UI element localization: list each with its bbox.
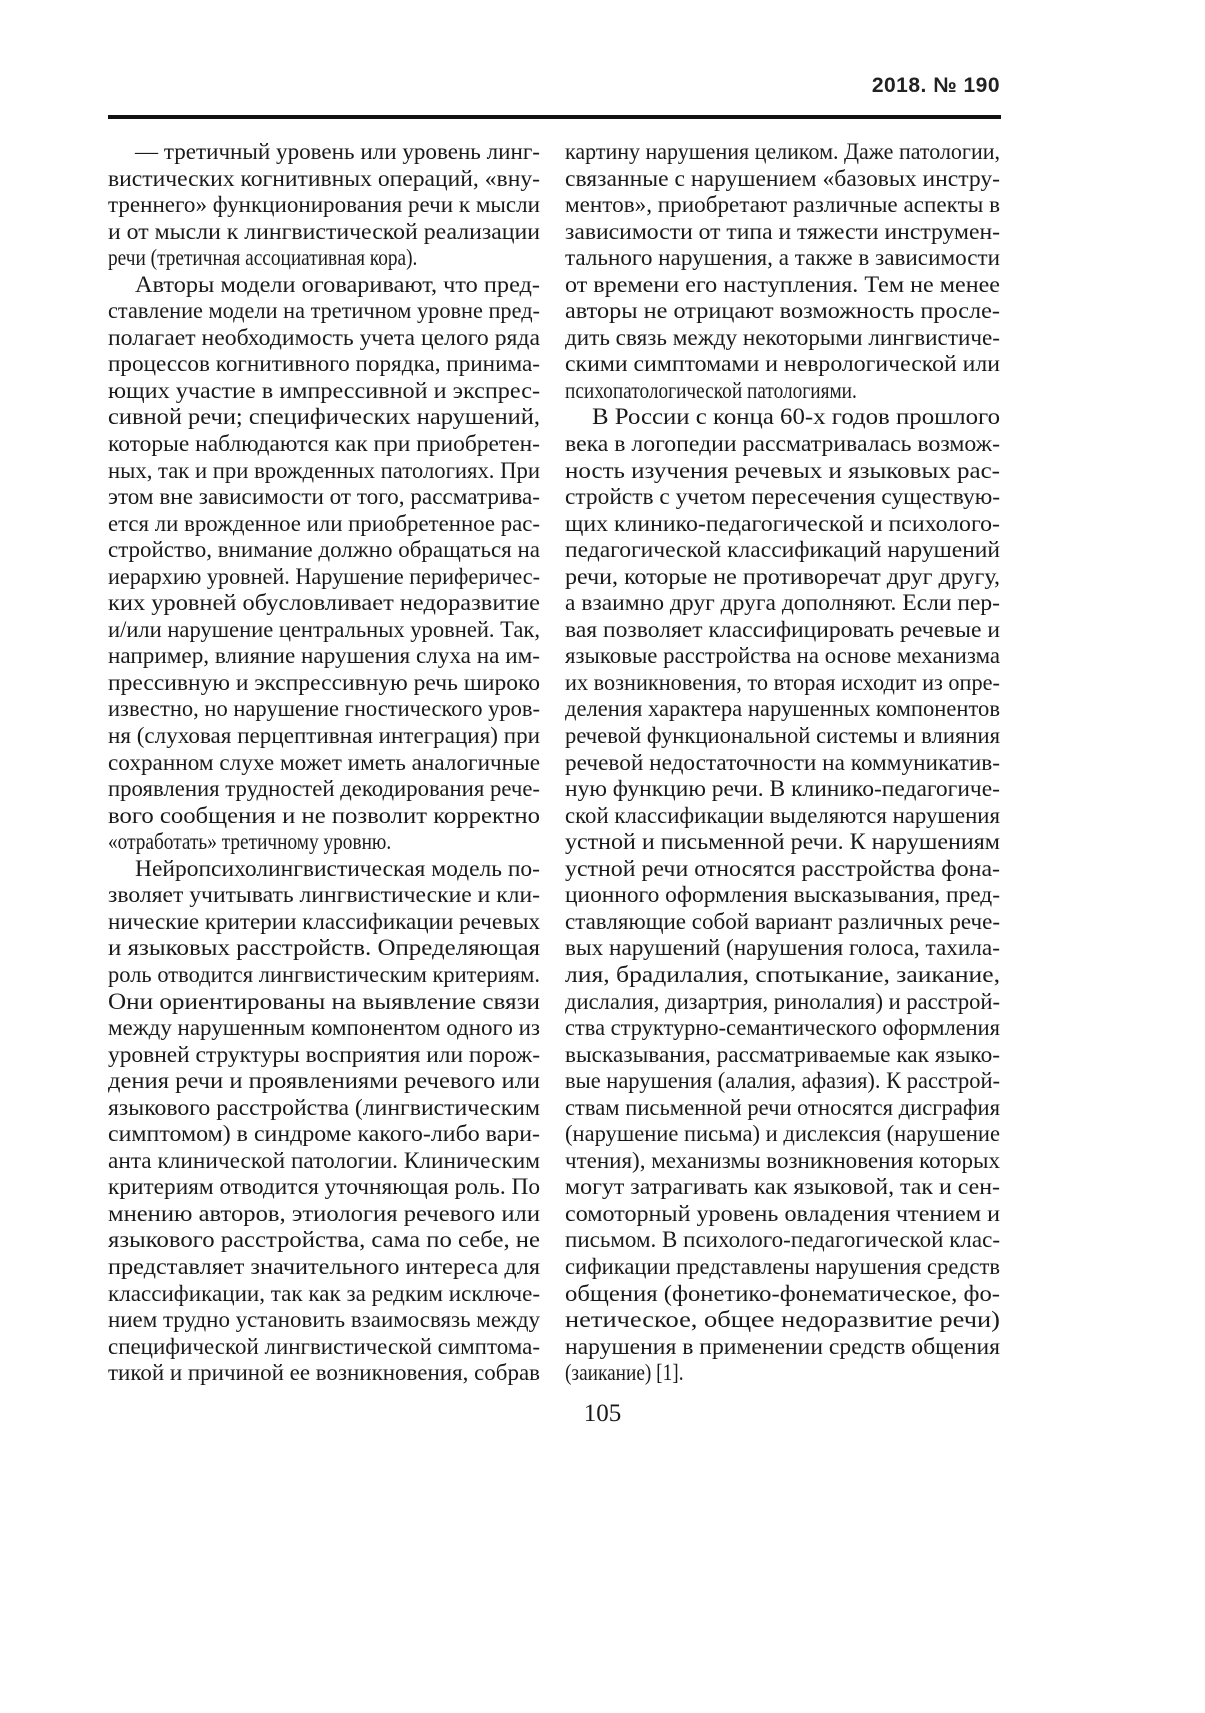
text-line-content: вые нарушения (алалия, афазия). К расстрой-: [565, 1068, 1000, 1094]
text-line: [565, 1068, 1000, 1095]
text-line: [108, 696, 540, 723]
text-line-content: известно, но нарушение гностического уров-: [108, 696, 540, 722]
text-line: [565, 351, 1000, 378]
text-line-content: «отработать» третичному уровню.: [108, 829, 392, 855]
text-line-content: уровней структуры восприятия или порож-: [108, 1041, 540, 1067]
text-line: [108, 1121, 540, 1148]
text-line: [108, 909, 540, 936]
text-line: [108, 511, 540, 538]
text-line: [565, 272, 1000, 299]
text-line-content: педагогической классификаций нарушений: [565, 537, 1000, 563]
text-line: [108, 351, 540, 378]
text-line-content: вистических когнитивных операций, «вну-: [108, 165, 540, 191]
text-line-content: сомоторный уровень овладения чтением и: [565, 1200, 1000, 1226]
text-line: [108, 564, 540, 591]
text-line: [108, 537, 540, 564]
text-line-content: например, влияние нарушения слуха на им-: [108, 643, 540, 669]
text-line: [108, 1148, 540, 1175]
text-line-content: между нарушенным компонентом одного из: [108, 1015, 540, 1041]
text-line: [108, 935, 540, 962]
text-line: [565, 776, 1000, 803]
text-line-content: симптомом) в синдроме какого-либо вари-: [108, 1121, 540, 1147]
text-line: [108, 882, 540, 909]
journal-issue-header: 2018. № 190: [871, 74, 1000, 97]
text-line-content: ствам письменной речи относятся дисграфия: [565, 1094, 1000, 1120]
text-line: [108, 617, 540, 644]
text-line: [108, 325, 540, 352]
text-line: [565, 219, 1000, 246]
paragraph: [108, 139, 540, 272]
text-line-content: ства структурно-семантического оформления: [565, 1015, 1000, 1041]
text-line-content: стройство, внимание должно обращаться на: [108, 537, 540, 563]
text-line: [108, 378, 540, 405]
text-line: [108, 484, 540, 511]
text-line-content: В России с конца 60-х годов прошлого: [592, 404, 1000, 430]
text-line: [108, 298, 540, 325]
text-line-content: сивной речи; специфических нарушений,: [108, 404, 540, 430]
text-line-content: высказывания, рассматриваемые как языко-: [565, 1041, 1000, 1067]
text-line-content: Авторы модели оговаривают, что пред-: [135, 271, 540, 297]
paragraph: [565, 139, 1000, 404]
text-line: [108, 723, 540, 750]
text-line-content: психопатологической патологиями.: [565, 377, 857, 403]
text-line-content: зволяет учитывать лингвистические и кли-: [108, 882, 540, 908]
text-line: [565, 511, 1000, 538]
text-line: [565, 378, 1000, 405]
text-line-content: речи, которые не противоречат друг другу,: [565, 563, 1000, 589]
text-line: [565, 935, 1000, 962]
text-line-content: сификации представлены нарушения средств: [565, 1253, 1000, 1279]
text-line: [565, 1227, 1000, 1254]
text-line: [565, 1121, 1000, 1148]
text-line: [108, 1068, 540, 1095]
text-line: [108, 1015, 540, 1042]
text-line: [108, 139, 540, 166]
text-line-content: устной речи относятся расстройства фона-: [565, 855, 1000, 881]
text-line: [565, 856, 1000, 883]
page-number: 105: [583, 1400, 622, 1427]
text-line-content: стройств с учетом пересечения существую-: [565, 484, 1000, 510]
text-line-content: могут затрагивать как языковой, так и сен-: [565, 1174, 1000, 1200]
text-line: [108, 1307, 540, 1334]
text-line: [565, 1015, 1000, 1042]
text-line: [108, 1042, 540, 1069]
text-line-content: нарушения в применении средств общения: [565, 1333, 1000, 1359]
text-line-content: нетическое, общее недоразвитие речи): [565, 1307, 1000, 1333]
text-line-content: вого сообщения и не позволит корректно: [108, 802, 540, 828]
text-line-content: речевой недостаточности на коммуникатив-: [565, 749, 1000, 775]
text-line-content: классификации, так как за редким исключе-: [108, 1280, 540, 1306]
text-line: [108, 776, 540, 803]
text-line: [565, 484, 1000, 511]
text-line: [565, 1281, 1000, 1308]
text-line-content: авторы не отрицают возможность просле-: [565, 298, 1000, 324]
text-line-content: языковые расстройства на основе механизма: [565, 643, 1000, 669]
text-line-content: щих клинико-педагогической и психолого-: [565, 510, 1000, 536]
text-line-content: языкового расстройства, сама по себе, не: [108, 1227, 540, 1253]
text-line-content: их возникновения, то вторая исходит из опре-: [565, 669, 1000, 695]
header-rule: [108, 115, 1001, 119]
text-line-content: ность изучения речевых и языковых рас-: [565, 457, 1000, 483]
text-line: [565, 537, 1000, 564]
paragraph: [565, 404, 1000, 1386]
text-line: [565, 298, 1000, 325]
text-line-content: Нейропсихолингвистическая модель по-: [135, 855, 540, 881]
text-line-content: Они ориентированы на выявление связи: [108, 988, 540, 1014]
text-line-content: ную функцию речи. В клинико-педагогиче-: [565, 776, 1000, 802]
text-line-content: роль отводится лингвистическим критериям.: [108, 961, 540, 987]
text-line-content: а взаимно друг друга дополняют. Если пер-: [565, 590, 1000, 616]
text-line: [108, 192, 540, 219]
text-line: [565, 564, 1000, 591]
text-line-content: ющих участие в импрессивной и экспрес-: [108, 377, 540, 403]
text-line-content: вых нарушений (нарушения голоса, тахила-: [565, 935, 1000, 961]
text-line: [108, 1095, 540, 1122]
text-line: [565, 1042, 1000, 1069]
text-line-content: представляет значительного интереса для: [108, 1253, 540, 1279]
text-line-content: которые наблюдаются как при приобретен-: [108, 431, 540, 457]
text-line-content: ня (слуховая перцептивная интеграция) при: [108, 723, 540, 749]
text-line: [108, 803, 540, 830]
text-line: [565, 989, 1000, 1016]
right-column: [565, 139, 1000, 1387]
text-line-content: связанные с нарушением «базовых инстру-: [565, 165, 1000, 191]
text-line-content: треннего» функционирования речи к мысли: [108, 192, 540, 218]
text-line: [565, 803, 1000, 830]
text-line: [108, 272, 540, 299]
text-line: [565, 458, 1000, 485]
text-line-content: века в логопедии рассматривалась возмож-: [565, 431, 1000, 457]
text-line: [565, 696, 1000, 723]
text-line: [108, 458, 540, 485]
text-line-content: языкового расстройства (лингвистическим: [108, 1094, 540, 1120]
text-line-content: и/или нарушение центральных уровней. Так,: [108, 616, 540, 642]
text-line-content: ской классификации выделяются нарушения: [565, 802, 1000, 828]
text-line: [108, 643, 540, 670]
text-line: [108, 856, 540, 883]
text-line: [108, 1334, 540, 1361]
text-line-content: ется ли врожденное или приобретенное рас-: [108, 510, 540, 536]
text-line-content: ных, так и при врожденных патологиях. При: [108, 457, 540, 483]
text-line: [565, 1307, 1000, 1334]
text-line-content: скими симптомами и неврологической или: [565, 351, 1000, 377]
text-line: [565, 590, 1000, 617]
text-line-content: ставление модели на третичном уровне пред-: [108, 298, 540, 324]
text-line-content: картину нарушения целиком. Даже патологии,: [565, 139, 1000, 164]
left-column: [108, 139, 540, 1387]
text-line-content: ких уровней обусловливает недоразвитие: [108, 590, 540, 616]
text-line-content: критериям отводится уточняющая роль. По: [108, 1174, 540, 1200]
text-line: [565, 723, 1000, 750]
text-line: [108, 1281, 540, 1308]
text-line: [565, 750, 1000, 777]
paragraph: [108, 856, 540, 1387]
text-line-content: дения речи и проявлениями речевого или: [108, 1068, 540, 1094]
text-line: [565, 909, 1000, 936]
text-line: [108, 829, 540, 856]
text-line: [108, 431, 540, 458]
text-line: [565, 1201, 1000, 1228]
text-line-content: проявления трудностей декодирования рече-: [108, 776, 540, 802]
text-line: [565, 643, 1000, 670]
text-line: [565, 1360, 1000, 1387]
text-line: [565, 882, 1000, 909]
text-line-content: мнению авторов, этиология речевого или: [108, 1200, 540, 1226]
text-line-content: сохранном слухе может иметь аналогичные: [108, 749, 540, 775]
text-line-content: тикой и причиной ее возникновения, собрав: [108, 1360, 540, 1386]
text-line: [565, 245, 1000, 272]
text-line: [108, 1174, 540, 1201]
text-line-content: и языковых расстройств. Определяющая: [108, 935, 540, 961]
text-line-content: анта клинической патологии. Клиническим: [108, 1147, 540, 1173]
text-line-content: деления характера нарушенных компонентов: [565, 696, 1000, 722]
text-line: [565, 325, 1000, 352]
text-line: [565, 617, 1000, 644]
text-line-content: общения (фонетико-фонематическое, фо-: [565, 1280, 1000, 1306]
text-line-content: полагает необходимость учета целого ряда: [108, 324, 540, 350]
text-line: [108, 670, 540, 697]
text-line: [108, 404, 540, 431]
text-line: [565, 1174, 1000, 1201]
text-line-content: зависимости от типа и тяжести инструмен-: [565, 218, 1000, 244]
text-line: [108, 1360, 540, 1387]
text-line: [565, 1334, 1000, 1361]
text-line-content: прессивную и экспрессивную речь широко: [108, 669, 540, 695]
text-line: [565, 829, 1000, 856]
text-line-content: письмом. В психолого-педагогической клас-: [565, 1227, 1000, 1253]
text-line: [108, 590, 540, 617]
text-line-content: иерархию уровней. Нарушение периферичес-: [108, 563, 540, 589]
text-line: [565, 670, 1000, 697]
text-line-content: нические критерии классификации речевых: [108, 908, 540, 934]
text-line-content: чтения), механизмы возникновения которых: [565, 1147, 1000, 1173]
text-line-content: ционного оформления высказывания, пред-: [565, 882, 1000, 908]
text-line-content: специфической лингвистической симптома-: [108, 1333, 540, 1359]
text-line: [565, 166, 1000, 193]
text-line: [108, 245, 540, 272]
text-line-content: (заикание) [1].: [565, 1360, 684, 1386]
text-line-content: ставляющие собой вариант различных рече-: [565, 908, 1000, 934]
text-line-content: вая позволяет классифицировать речевые и: [565, 616, 1000, 642]
text-line-content: дислалия, дизартрия, ринолалия) и расстрой-: [565, 988, 1000, 1014]
text-line: [565, 139, 1000, 166]
paragraph: [108, 272, 540, 856]
text-line-content: устной и письменной речи. К нарушениям: [565, 829, 1000, 855]
text-line-content: и от мысли к лингвистической реализации: [108, 218, 540, 244]
text-line: [565, 404, 1000, 431]
text-line-content: дить связь между некоторыми лингвистиче-: [565, 324, 1000, 350]
text-line: [565, 1254, 1000, 1281]
text-line-content: нием трудно установить взаимосвязь между: [108, 1307, 540, 1333]
text-line-content: речи (третичная ассоциативная кора).: [108, 245, 418, 271]
text-line-content: процессов когнитивного порядка, принима-: [108, 351, 540, 377]
text-line-content: лия, брадилалия, спотыкание, заикание,: [565, 961, 1000, 987]
text-line: [108, 166, 540, 193]
text-line: [108, 962, 540, 989]
text-line: [565, 1095, 1000, 1122]
text-line-content: этом вне зависимости от того, рассматрива-: [108, 484, 540, 510]
text-line-content: тального нарушения, а также в зависимости: [565, 245, 1000, 271]
text-line: [565, 192, 1000, 219]
text-line: [108, 1201, 540, 1228]
text-line-content: речевой функциональной системы и влияния: [565, 723, 1000, 749]
text-line: [565, 1148, 1000, 1175]
text-line: [565, 431, 1000, 458]
text-line-content: от времени его наступления. Тем не менее: [565, 271, 1000, 297]
text-line: [108, 1254, 540, 1281]
text-line: [108, 989, 540, 1016]
text-line: [108, 750, 540, 777]
text-line: [108, 1227, 540, 1254]
text-line-content: ментов», приобретают различные аспекты в: [565, 192, 1000, 218]
text-line-content: — третичный уровень или уровень линг-: [135, 139, 540, 164]
text-line: [565, 962, 1000, 989]
text-line-content: (нарушение письма) и дислексия (нарушение: [565, 1121, 1000, 1147]
text-line: [108, 219, 540, 246]
